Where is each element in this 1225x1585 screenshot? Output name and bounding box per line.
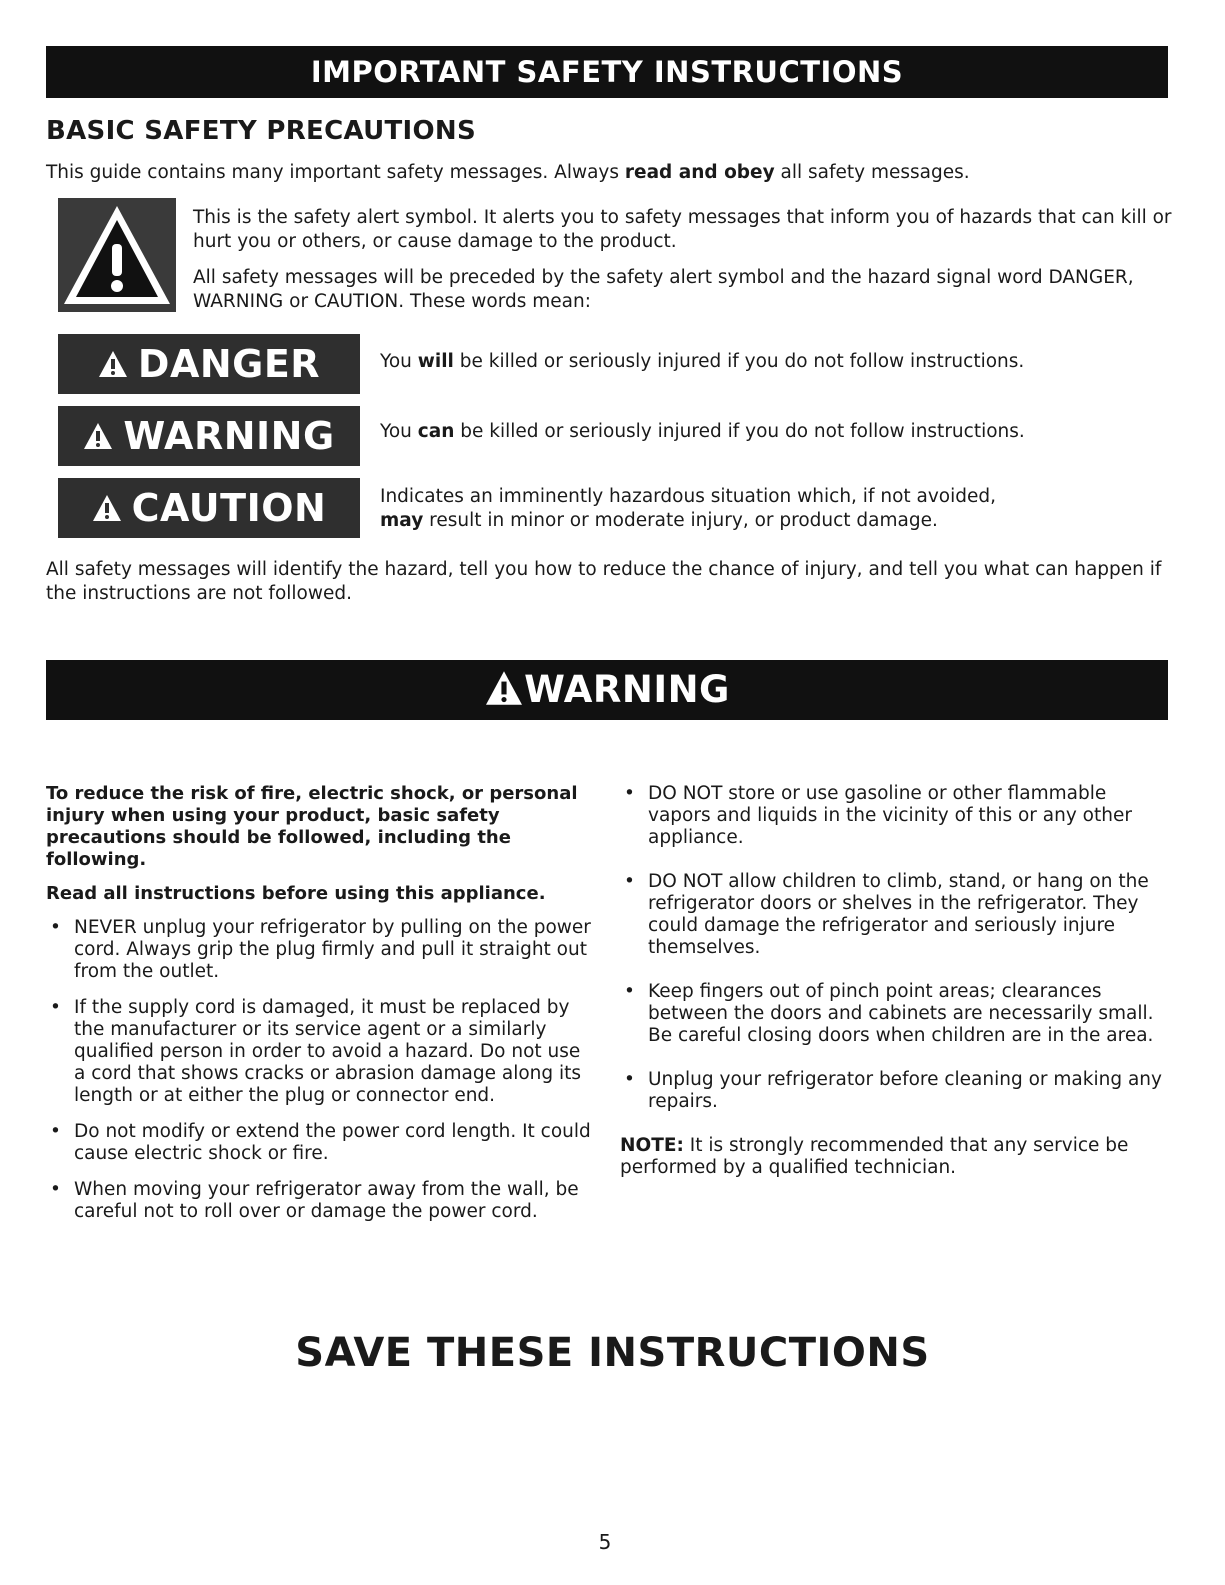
bullet-icon: • — [50, 1121, 61, 1142]
list-item — [620, 1069, 1168, 1113]
left-column — [46, 783, 594, 1237]
page-title: IMPORTANT SAFETY INSTRUCTIONS — [310, 55, 904, 89]
warning-emphasis: can — [417, 421, 455, 442]
bullet-icon: • — [624, 981, 635, 1002]
warning-lead: To reduce the risk of fire, electric shock, or personal injury when using your product, basic safety precautions should be followed, including the following. — [46, 783, 578, 870]
safety-alert-symbol — [58, 198, 176, 312]
intro-text-end: all safety messages. — [774, 162, 970, 183]
left-bullet-list — [46, 917, 594, 1223]
service-note — [620, 1135, 1168, 1179]
list-item — [620, 981, 1168, 1047]
list-item-text: DO NOT allow children to climb, stand, or hang on the refrigerator doors or shelves in the refrigerator. They could damage the refrigerator and seriously injure themselves. — [648, 871, 1149, 958]
list-item — [46, 1121, 594, 1165]
danger-label: DANGER — [137, 342, 321, 386]
warning-banner-label: WARNING — [524, 668, 730, 711]
warning-label: WARNING — [123, 414, 335, 458]
all-messages-paragraph: All safety messages will identify the hazard, tell you how to reduce the chance of injury, and tell you what can happen if the instructions are not followed. — [46, 559, 1162, 604]
alert-triangle-icon — [98, 350, 128, 378]
danger-meaning — [380, 350, 1170, 374]
danger-emphasis: will — [417, 351, 454, 372]
list-item-text: NEVER unplug your refrigerator by pulling on the power cord. Always grip the plug firmly and pull it straight out from the outlet. — [74, 917, 591, 982]
bullet-icon: • — [624, 1069, 635, 1090]
caution-meaning — [380, 485, 1170, 533]
section-heading: BASIC SAFETY PRECAUTIONS — [46, 116, 477, 146]
list-item-text: Keep fingers out of pinch point areas; clearances between the doors and cabinets are necessarily small. Be careful closing doors when children are in the area. — [648, 981, 1154, 1046]
list-item-text: Unplug your refrigerator before cleaning or making any repairs. — [648, 1069, 1162, 1112]
danger-text-end: be killed or seriously injured if you do not follow instructions. — [453, 351, 1025, 372]
danger-signal-panel — [58, 334, 360, 394]
caution-text-end: result in minor or moderate injury, or product damage. — [423, 510, 938, 531]
alert-symbol-description: This is the safety alert symbol. It alerts you to safety messages that inform you of hazards that can kill or hurt you or others, or cause damage to the product. — [193, 207, 1172, 252]
bullet-icon: • — [624, 783, 635, 804]
list-item-text: When moving your refrigerator away from the wall, be careful not to roll over or damage the power cord. — [74, 1179, 579, 1222]
bullet-icon: • — [50, 917, 61, 938]
list-item — [620, 871, 1168, 959]
warning-text: You — [380, 421, 418, 442]
caution-emphasis: may — [380, 510, 424, 531]
page-number: 5 — [598, 1530, 612, 1554]
alert-triangle-icon — [58, 198, 176, 312]
bullet-icon: • — [50, 1179, 61, 1200]
right-bullet-list — [620, 783, 1168, 1113]
list-item — [46, 917, 594, 983]
bullet-icon: • — [50, 997, 61, 1018]
list-item — [620, 783, 1168, 849]
intro-text: This guide contains many important safety messages. Always — [46, 162, 625, 183]
alert-triangle-icon — [484, 670, 524, 706]
intro-emphasis: read and obey — [624, 162, 775, 183]
warning-text-end: be killed or seriously injured if you do not follow instructions. — [454, 421, 1025, 442]
note-label: NOTE: — [620, 1135, 684, 1156]
signal-word-description: All safety messages will be preceded by the safety alert symbol and the hazard signal word DANGER, WARNING or CAUTION. These words mean: — [193, 267, 1134, 312]
caution-label: CAUTION — [131, 486, 327, 530]
list-item — [46, 997, 594, 1107]
list-item — [46, 1179, 594, 1223]
warning-banner — [46, 660, 1168, 720]
bullet-icon: • — [624, 871, 635, 892]
caution-text: Indicates an imminently hazardous situation which, if not avoided, — [380, 486, 997, 507]
alert-triangle-icon — [92, 494, 122, 522]
danger-text: You — [380, 351, 418, 372]
intro-paragraph — [46, 162, 970, 183]
save-instructions-heading: SAVE THESE INSTRUCTIONS — [295, 1330, 930, 1376]
read-all-instructions: Read all instructions before using this appliance. — [46, 883, 546, 904]
alert-triangle-icon — [83, 422, 113, 450]
caution-signal-panel — [58, 478, 360, 538]
warning-signal-panel — [58, 406, 360, 466]
note-text: It is strongly recommended that any service be performed by a qualified technician. — [620, 1135, 1129, 1178]
right-column — [620, 783, 1168, 1179]
list-item-text: Do not modify or extend the power cord length. It could cause electric shock or fire. — [74, 1121, 591, 1164]
list-item-text: If the supply cord is damaged, it must be replaced by the manufacturer or its service agent or a similarly qualified person in order to avoid a hazard. Do not use a cord that shows cracks or abrasion damage along its length or at either the plug or connector end. — [74, 997, 582, 1106]
page-title-banner — [46, 46, 1168, 98]
warning-meaning — [380, 420, 1170, 444]
list-item-text: DO NOT store or use gasoline or other flammable vapors and liquids in the vicinity of this or any other appliance. — [648, 783, 1132, 848]
